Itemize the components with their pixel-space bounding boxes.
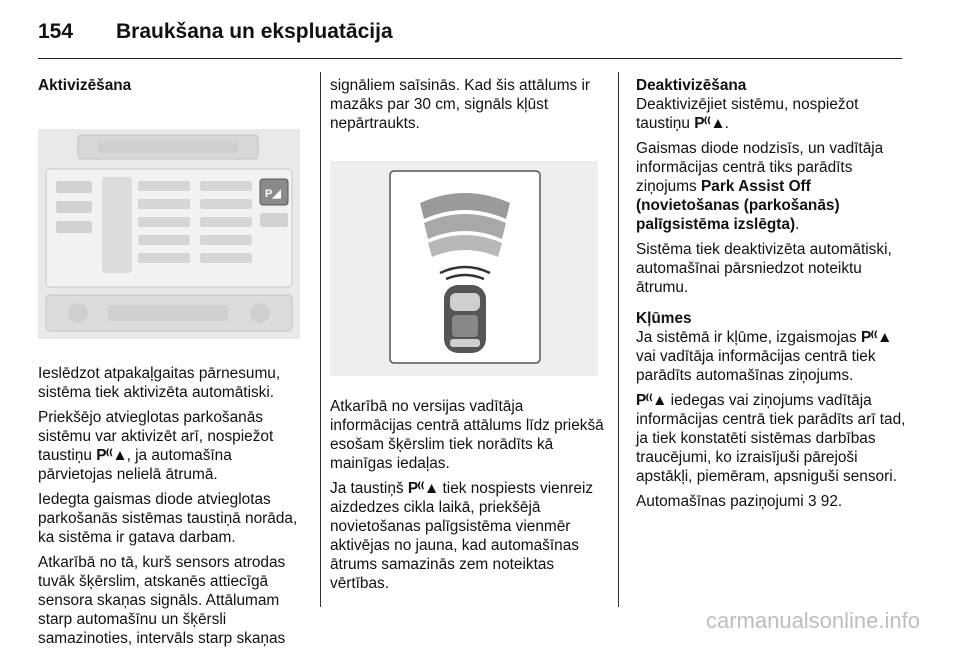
paragraph: P⁽⁽▲ iedegas vai ziņojums vadītāja informācijas centrā tiek parādīts arī tad, ja tiek konstatēti sistēmas darbības traucējumi, ko izraisījuši pārejoši apstākļi, piemēram, apsniguši sensori. [636, 392, 906, 485]
control-panel-illustration [38, 129, 300, 339]
park-assist-icon: P⁽⁽▲ [96, 447, 127, 464]
header-rule [38, 58, 902, 59]
paragraph: Ja sistēmā ir kļūme, izgaismojas P⁽⁽▲ vai vadītāja informācijas centrā tiek parādīts automašīnas ziņojums. [636, 329, 892, 384]
page-number: 154 [38, 20, 74, 43]
message-text: Park Assist Off (novietošanas (parkošanās) palīgsistēma izslēgta) [636, 178, 840, 233]
column-3 [636, 76, 908, 517]
page-header [38, 20, 393, 44]
paragraph: Ieslēdzot atpakaļgaitas pārnesumu, sistēma tiek aktivizēta automātiski. [38, 365, 281, 401]
watermark: carmanualsonline.info [705, 608, 920, 633]
paragraph: Gaismas diode nodzisīs, un vadītāja informācijas centrā tiks parādīts ziņojums Park Assist Off (novietošanas (parkošanās) palīgsistēma izslēgta). [636, 140, 884, 233]
section-heading-deactivation: Deaktivizēšana [636, 77, 747, 94]
column-1 [38, 76, 308, 654]
paragraph: signāliem saīsinās. Kad šis attālums ir mazāks par 30 cm, signāls kļūst nepārtraukts. [330, 77, 591, 132]
paragraph: Priekšējo atvieglotas parkošanās sistēmu var aktivizēt arī, nospiežot taustiņu P⁽⁽▲, ja automašīna pārvietojas nelielā ātrumā. [38, 409, 274, 483]
paragraph: Ja taustiņš P⁽⁽▲ tiek nospiests vienreiz aizdedzes cikla laikā, priekšējā novietošanas palīgsistēma vienmēr aktivējas no jauna, kad automašīnas ātrums samazinās zem noteiktas vērtības. [330, 480, 594, 592]
page-title: Braukšana un ekspluatācija [116, 20, 393, 43]
section-heading-activation: Aktivizēšana [38, 77, 132, 94]
section-heading-faults: Kļūmes [636, 310, 692, 327]
svg-text:P◢: P◢ [265, 188, 281, 200]
column-2 [330, 76, 608, 599]
park-assist-icon: P⁽⁽▲ [636, 392, 667, 409]
paragraph: Iedegta gaismas diode atvieglotas parkošanās sistēmas taustiņā norāda, ka sistēma ir gatava darbam. [38, 491, 298, 546]
paragraph: Deaktivizējiet sistēmu, nospiežot taustiņu P⁽⁽▲. [636, 96, 859, 132]
paragraph: Automašīnas paziņojumi 3 92. [636, 493, 843, 510]
distance-display-illustration [330, 161, 598, 376]
paragraph: Sistēma tiek deaktivizēta automātiski, automašīnai pārsniedzot noteiktu ātrumu. [636, 241, 892, 296]
paragraph: Atkarībā no tā, kurš sensors atrodas tuvāk šķērslim, atskanēs attiecīgā sensora skaņas signāls. Attālumam starp automašīnu un šķērsli samazinoties, intervāls starp skaņas [38, 554, 286, 647]
park-assist-icon: P⁽⁽▲ [860, 329, 892, 346]
column-divider [618, 72, 619, 607]
cross-reference-arrow-icon: 3 [807, 493, 817, 510]
park-assist-icon: P⁽⁽▲ [694, 115, 725, 132]
paragraph: Atkarībā no versijas vadītāja informācijas centrā attālums līdz priekšā esošam šķērslim tiek norādīts kā mainīgas iedaļas. [330, 398, 604, 472]
column-divider [320, 72, 321, 607]
park-assist-icon: P⁽⁽▲ [407, 480, 439, 497]
